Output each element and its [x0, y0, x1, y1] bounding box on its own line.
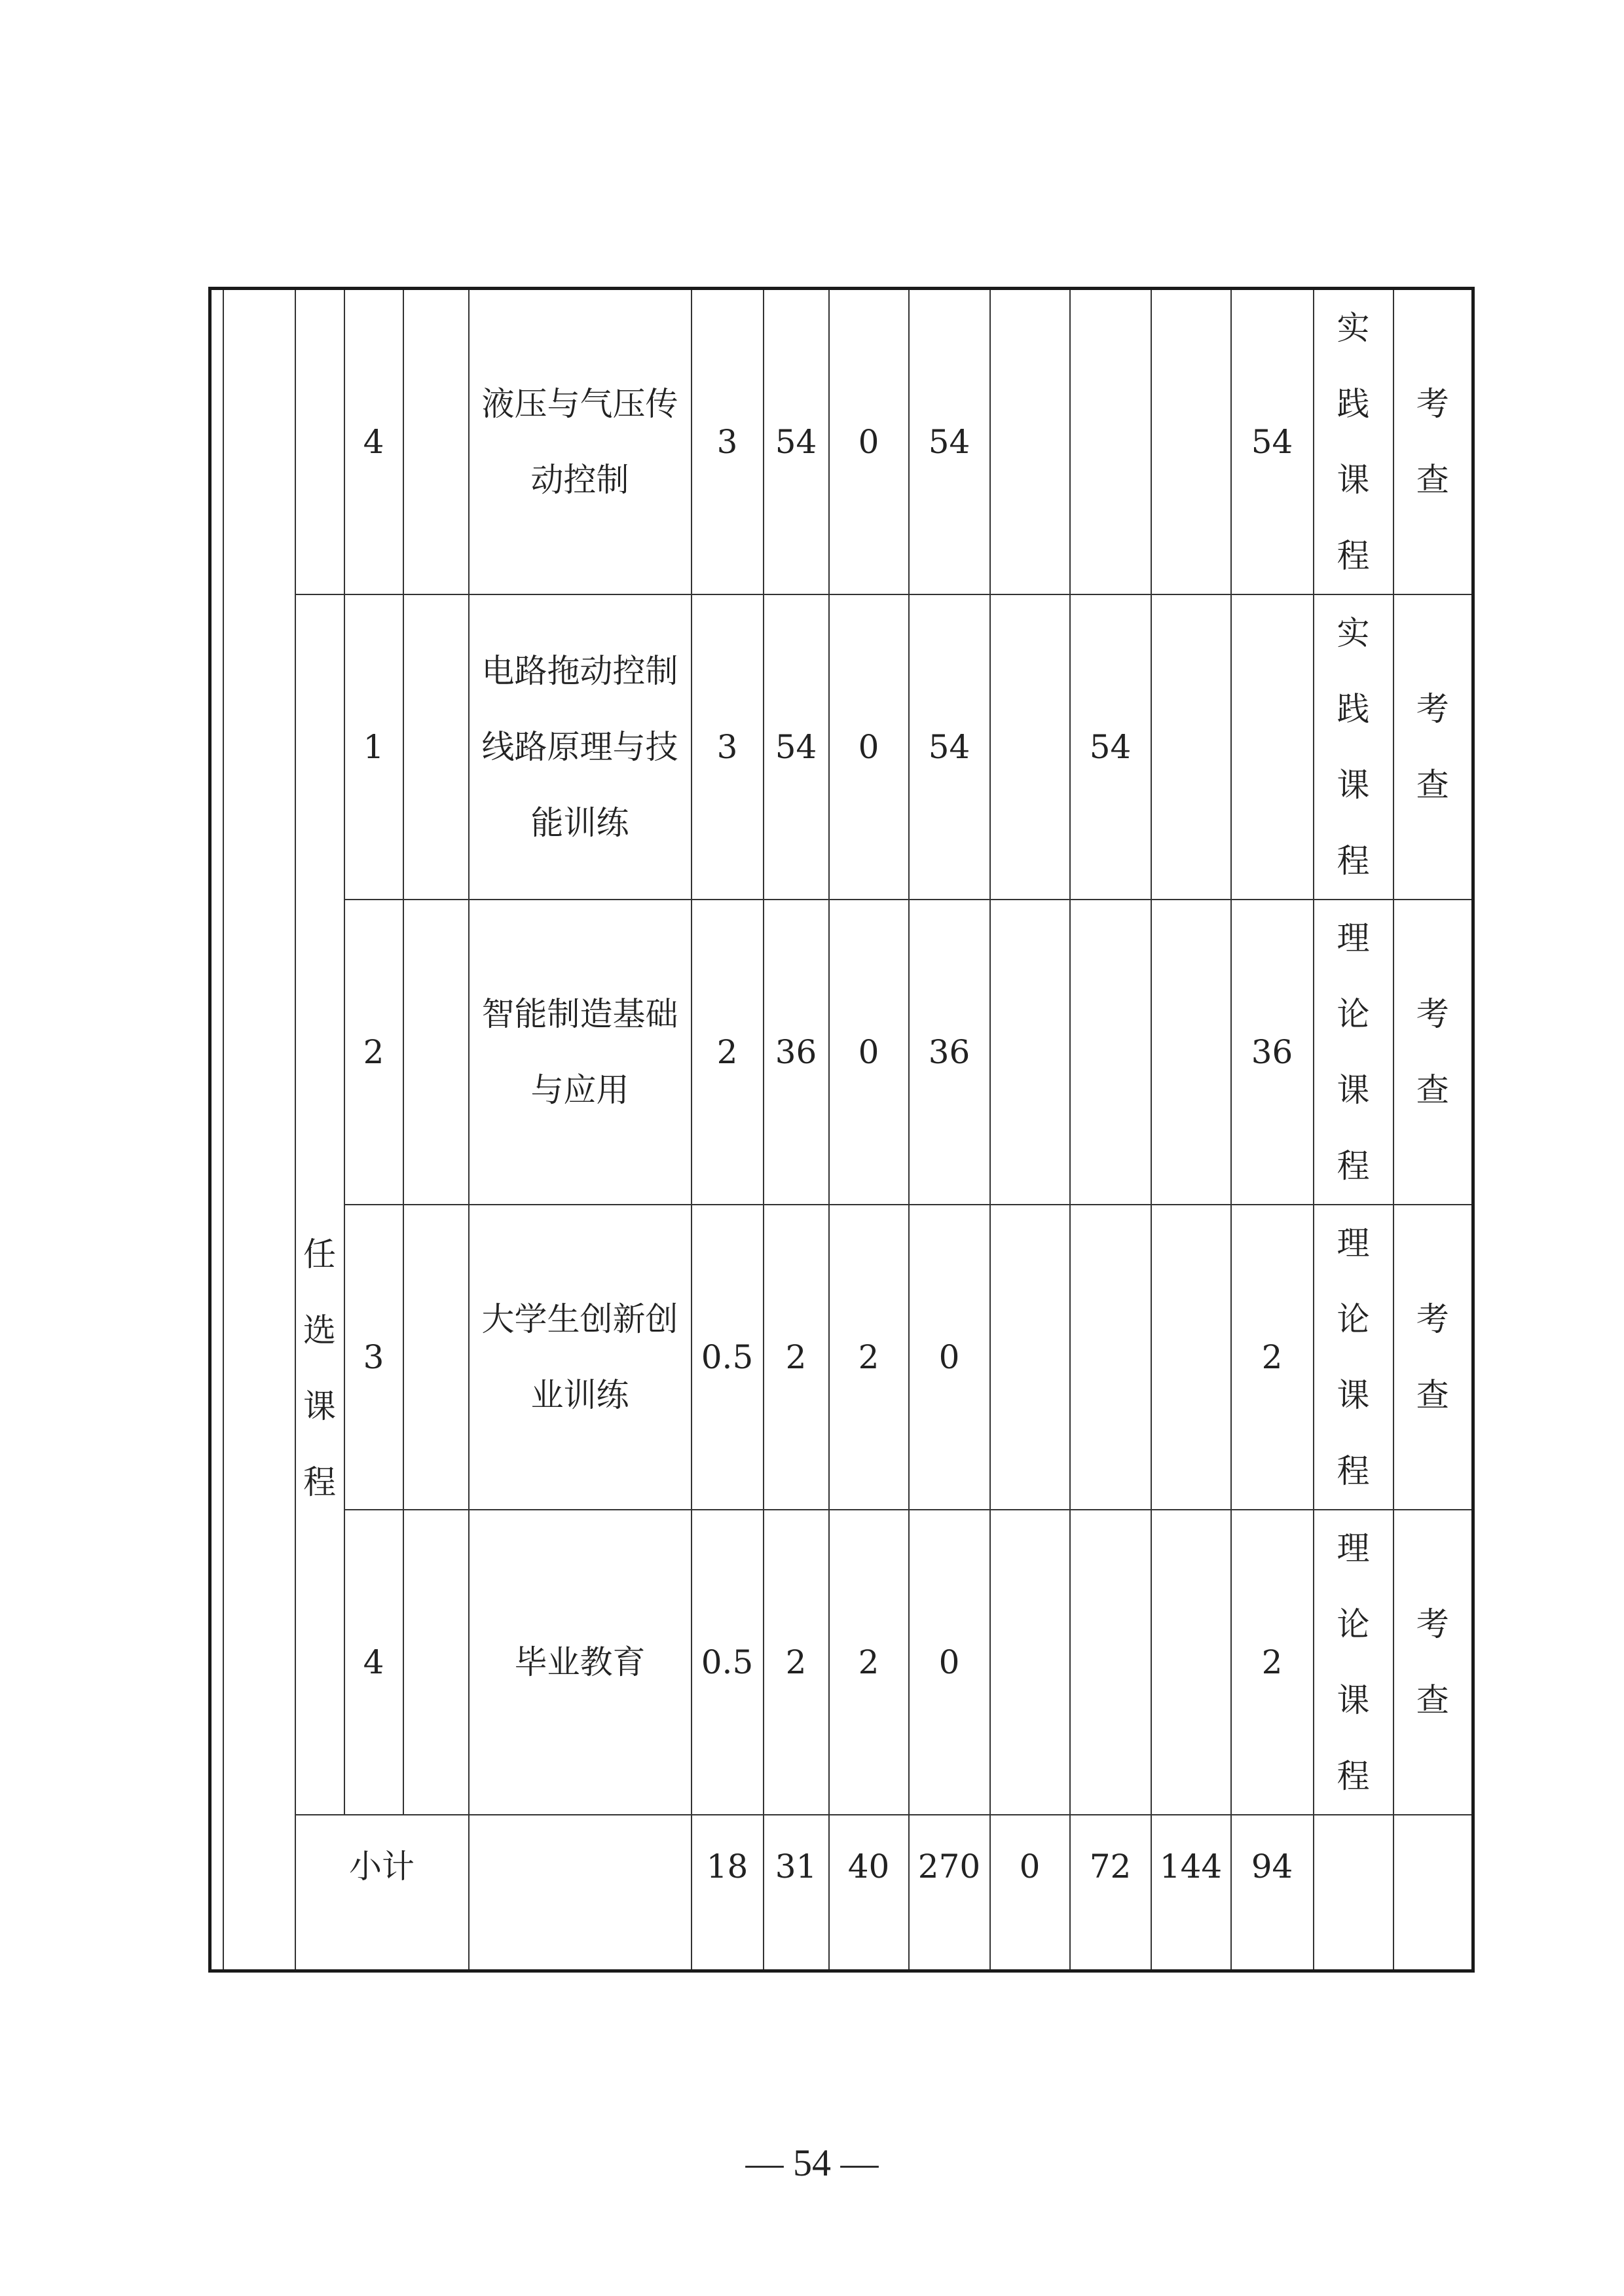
subtotal-type-blank [1314, 1815, 1393, 1971]
semester-d-cell [1231, 594, 1314, 900]
semester-c-cell [1151, 289, 1231, 595]
course-table [208, 287, 1475, 1973]
seq-cell: 4 [344, 1510, 403, 1815]
semester-b-cell [1070, 289, 1151, 595]
subtotal-semester-0: 0 [990, 1815, 1070, 1971]
hours-practice-cell: 0 [909, 1510, 990, 1815]
group-cell-blank [295, 289, 344, 595]
hours-total-cell: 2 [764, 1510, 829, 1815]
semester-d-cell: 2 [1231, 1510, 1314, 1815]
semester-b-cell: 54 [1070, 594, 1151, 900]
seq-cell: 2 [344, 900, 403, 1205]
assessment-cell: 考查 [1393, 1205, 1473, 1510]
hours-practice-cell: 0 [909, 1205, 990, 1510]
subtotal-semester-b: 144 [1151, 1815, 1231, 1971]
seq-cell: 3 [344, 1205, 403, 1510]
subtotal-semester-a: 72 [1070, 1815, 1151, 1971]
course-name-cell: 智能制造基础与应用 [469, 900, 692, 1205]
page-number: — 54 — [745, 2141, 879, 2184]
subtotal-credits: 18 [692, 1815, 764, 1971]
course-type-cell: 实践课程 [1314, 594, 1393, 900]
group-label-cell: 任选课程 [295, 594, 344, 1815]
category-column [223, 289, 295, 1971]
hours-theory-cell: 2 [829, 1205, 909, 1510]
semester-c-cell [1151, 1205, 1231, 1510]
course-name-cell: 液压与气压传动控制 [469, 289, 692, 595]
subtotal-row [210, 1815, 1473, 1971]
semester-a-cell [990, 289, 1070, 595]
hours-practice-cell: 54 [909, 594, 990, 900]
seq-cell: 1 [344, 594, 403, 900]
hours-total-cell: 54 [764, 289, 829, 595]
semester-d-cell: 54 [1231, 289, 1314, 595]
assessment-cell: 考查 [1393, 289, 1473, 595]
table-row [210, 594, 1473, 900]
semester-a-cell [990, 900, 1070, 1205]
assessment-cell: 考查 [1393, 900, 1473, 1205]
hours-theory-cell: 2 [829, 1510, 909, 1815]
code-cell [403, 900, 469, 1205]
semester-b-cell [1070, 900, 1151, 1205]
course-name-cell: 电路拖动控制线路原理与技能训练 [469, 594, 692, 900]
subtotal-hours-theory: 40 [829, 1815, 909, 1971]
outer-margin-column [210, 289, 223, 1971]
semester-b-cell [1070, 1510, 1151, 1815]
hours-total-cell: 2 [764, 1205, 829, 1510]
code-cell [403, 594, 469, 900]
course-name-cell: 大学生创新创业训练 [469, 1205, 692, 1510]
credits-cell: 3 [692, 594, 764, 900]
code-cell [403, 1205, 469, 1510]
hours-theory-cell: 0 [829, 594, 909, 900]
subtotal-semester-c: 94 [1231, 1815, 1314, 1971]
subtotal-label: 小计 [295, 1815, 469, 1971]
table-row [210, 289, 1473, 595]
assessment-cell: 考查 [1393, 594, 1473, 900]
subtotal-hours-practice: 270 [909, 1815, 990, 1971]
semester-c-cell [1151, 594, 1231, 900]
assessment-cell: 考查 [1393, 1510, 1473, 1815]
code-cell [403, 289, 469, 595]
course-type-cell: 实践课程 [1314, 289, 1393, 595]
hours-theory-cell: 0 [829, 900, 909, 1205]
hours-practice-cell: 36 [909, 900, 990, 1205]
subtotal-assessment-blank [1393, 1815, 1473, 1971]
hours-total-cell: 36 [764, 900, 829, 1205]
table-row [210, 1510, 1473, 1815]
hours-total-cell: 54 [764, 594, 829, 900]
semester-d-cell: 36 [1231, 900, 1314, 1205]
course-table-container [208, 287, 1471, 1968]
subtotal-name-blank [469, 1815, 692, 1971]
semester-a-cell [990, 1205, 1070, 1510]
semester-c-cell [1151, 1510, 1231, 1815]
semester-b-cell [1070, 1205, 1151, 1510]
subtotal-hours-total: 31 [764, 1815, 829, 1971]
semester-a-cell [990, 594, 1070, 900]
seq-cell: 4 [344, 289, 403, 595]
semester-c-cell [1151, 900, 1231, 1205]
course-type-cell: 理论课程 [1314, 1205, 1393, 1510]
hours-practice-cell: 54 [909, 289, 990, 595]
code-cell [403, 1510, 469, 1815]
semester-a-cell [990, 1510, 1070, 1815]
credits-cell: 0.5 [692, 1510, 764, 1815]
table-row [210, 1205, 1473, 1510]
course-name-cell: 毕业教育 [469, 1510, 692, 1815]
semester-d-cell: 2 [1231, 1205, 1314, 1510]
course-type-cell: 理论课程 [1314, 1510, 1393, 1815]
credits-cell: 0.5 [692, 1205, 764, 1510]
credits-cell: 3 [692, 289, 764, 595]
course-type-cell: 理论课程 [1314, 900, 1393, 1205]
table-row [210, 900, 1473, 1205]
credits-cell: 2 [692, 900, 764, 1205]
hours-theory-cell: 0 [829, 289, 909, 595]
